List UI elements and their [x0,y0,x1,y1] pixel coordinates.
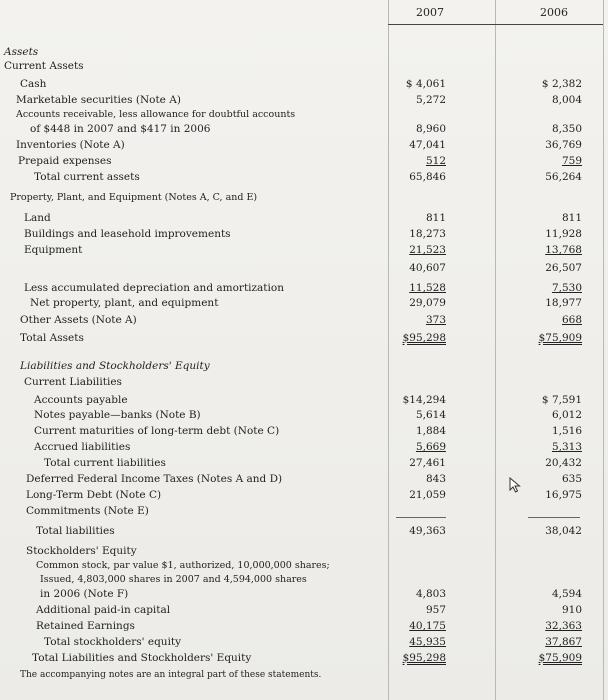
value-2007: 1,884 [415,425,446,437]
statement-row [0,503,608,519]
value-2007: $14,294 [402,394,446,406]
value-2007: 4,803 [415,588,446,600]
value-2007: 957 [425,604,446,616]
row-label: Marketable securities (Note A) [16,94,181,106]
value-2006: 13,768 [545,244,582,256]
header-rule [388,24,603,25]
value-2007: 40,607 [409,262,446,274]
statement-row [0,543,608,559]
value-2006: 26,507 [545,262,582,274]
statement-row [0,295,608,311]
total-liabilities-rule-2006 [528,517,580,518]
statement-row [0,190,608,206]
statement-row [0,392,608,408]
statement-row [0,76,608,92]
value-2006: 635 [561,473,582,485]
row-label: Long-Term Debt (Note C) [26,489,162,501]
statement-row [0,58,608,74]
value-2006: 18,977 [545,297,582,309]
row-label: Accounts payable [34,394,128,406]
value-2006: 11,928 [545,228,582,240]
statement-row [0,169,608,185]
value-2007: 512 [425,155,446,167]
statement-row [0,618,608,634]
value-2007: 47,041 [409,139,446,151]
row-label: Cash [20,78,47,90]
statement-row [0,602,608,618]
value-2007: $ 4,061 [405,78,446,90]
value-2006: 20,432 [545,457,582,469]
row-label: Prepaid expenses [18,155,112,167]
statement-row [0,92,608,108]
value-2007: 8,960 [415,123,446,135]
row-label: Current Assets [4,60,84,72]
statement-row [0,226,608,242]
row-label: Current maturities of long-term debt (Note C) [34,425,280,437]
statement-row [0,260,608,276]
value-2007: 843 [425,473,446,485]
statement-row [0,455,608,471]
statement-row [0,374,608,390]
footer-text: The accompanying notes are an integral part of these statements. [20,670,322,680]
statement-row [0,523,608,539]
value-2006: $75,909 [538,652,582,664]
statement-row [0,210,608,226]
statement-row [0,407,608,423]
row-label: Assets [4,46,39,58]
statement-row [0,423,608,439]
row-label: Additional paid-in capital [36,604,171,616]
row-label: Net property, plant, and equipment [30,297,219,309]
row-label: Total Assets [20,332,84,344]
row-label: Total stockholders' equity [44,636,182,648]
row-label: Liabilities and Stockholders' Equity [20,360,210,372]
value-2007: 5,272 [415,94,446,106]
value-2006: 668 [561,314,582,326]
row-label: Total Liabilities and Stockholders' Equity [32,652,252,664]
year-2007-header: 2007 [416,6,444,19]
value-2006: 759 [561,155,582,167]
value-2006: 36,769 [545,139,582,151]
value-2007: 18,273 [409,228,446,240]
value-2006: $ 2,382 [541,78,582,90]
value-2006: 1,516 [551,425,582,437]
value-2006: $75,909 [538,332,582,344]
value-2006: 32,363 [545,620,582,632]
statement-row [0,330,608,346]
value-2006: $ 7,591 [541,394,582,406]
footer-note [0,670,608,690]
value-2007: 27,461 [409,457,446,469]
value-2007: 65,846 [409,171,446,183]
value-2006: 4,594 [551,588,582,600]
statement-row [0,358,608,374]
value-2007: 811 [425,212,446,224]
value-2007: 5,614 [415,409,446,421]
value-2006: 5,313 [551,441,582,453]
value-2007: $95,298 [402,332,446,344]
value-2006: 56,264 [545,171,582,183]
row-label: Less accumulated depreciation and amortization [24,282,284,294]
row-label: in 2006 (Note F) [40,588,129,600]
statement-row [0,586,608,602]
row-label: Notes payable—banks (Note B) [34,409,201,421]
row-label: Land [24,212,51,224]
value-2007: 11,528 [409,282,446,294]
value-2007: 5,669 [415,441,446,453]
mouse-cursor-icon [509,477,521,493]
total-liabilities-rule-2007 [396,517,446,518]
statement-row [0,650,608,666]
row-label: Deferred Federal Income Taxes (Notes A and D) [26,473,283,485]
value-2006: 37,867 [545,636,582,648]
row-label: Accrued liabilities [34,441,131,453]
statement-row [0,280,608,296]
row-label: Inventories (Note A) [16,139,125,151]
statement-row [0,137,608,153]
value-2007: 49,363 [409,525,446,537]
value-2006: 8,004 [551,94,582,106]
statement-row [0,634,608,650]
statement-row [0,121,608,137]
year-2006-header: 2006 [540,6,568,19]
value-2007: 21,059 [409,489,446,501]
row-label: Commitments (Note E) [26,505,149,517]
statement-row [0,242,608,258]
statement-row [0,153,608,169]
row-label: of $448 in 2007 and $417 in 2006 [30,123,211,135]
value-2007: 21,523 [409,244,446,256]
row-label: Common stock, par value $1, authorized, 10,000,000 shares; [36,560,330,571]
value-2006: 811 [561,212,582,224]
value-2007: 40,175 [409,620,446,632]
row-label: Total current assets [34,171,140,183]
value-2006: 8,350 [551,123,582,135]
row-label: Stockholders' Equity [26,545,137,557]
row-label: Retained Earnings [36,620,135,632]
value-2006: 6,012 [551,409,582,421]
value-2007: 45,935 [409,636,446,648]
value-2007: 373 [425,314,446,326]
value-2006: 7,530 [551,282,582,294]
statement-row [0,312,608,328]
value-2006: 38,042 [545,525,582,537]
row-label: Other Assets (Note A) [20,314,137,326]
value-2007: 29,079 [409,297,446,309]
value-2007: $95,298 [402,652,446,664]
value-2006: 910 [561,604,582,616]
row-label: Current Liabilities [24,376,122,388]
row-label: Property, Plant, and Equipment (Notes A, C, and E) [10,192,258,203]
row-label: Issued, 4,803,000 shares in 2007 and 4,594,000 shares [40,574,307,585]
row-label: Total liabilities [36,525,115,537]
row-label: Equipment [24,244,83,256]
row-label: Total current liabilities [44,457,166,469]
value-2006: 16,975 [545,489,582,501]
row-label: Buildings and leasehold improvements [24,228,231,240]
statement-row [0,439,608,455]
row-label: Accounts receivable, less allowance for doubtful accounts [16,109,296,120]
